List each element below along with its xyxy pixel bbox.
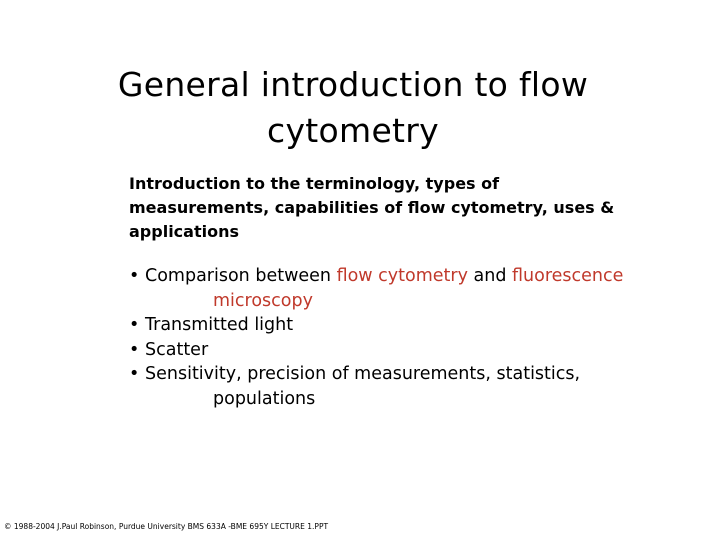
bullet-marker: •	[129, 339, 140, 360]
subtitle-line-2: measurements, capabilities of flow cytometry, uses &	[129, 198, 615, 217]
slide-title-line-2: cytometry	[267, 111, 439, 150]
bullet-marker: •	[129, 315, 140, 335]
bullet-text: Sensitivity, precision of measurements, statistics,	[145, 364, 581, 384]
bullet-item-transmitted-light	[129, 313, 709, 338]
bullet-list	[129, 264, 709, 411]
bullet-marker: •	[129, 266, 140, 286]
highlight-microscopy: microscopy	[213, 290, 313, 311]
subtitle-line-1: Introduction to the terminology, types of	[129, 174, 500, 193]
subtitle-line-3: applications	[129, 222, 239, 241]
slide-title	[0, 62, 706, 154]
bullet-text: Transmitted light	[145, 315, 294, 335]
bullet-marker: •	[129, 364, 140, 384]
bullet-item-scatter	[129, 338, 709, 363]
bullet-item-comparison	[129, 264, 709, 313]
bullet-item-sensitivity	[129, 362, 709, 411]
highlight-flow-cytometry: flow cytometry	[336, 266, 468, 286]
bullet-text: and	[467, 266, 513, 286]
slide-subtitle	[129, 172, 669, 244]
bullet-text: Comparison between	[145, 266, 337, 286]
highlight-fluorescence: fluorescence	[512, 266, 624, 286]
slide-title-line-1: General introduction to flow	[117, 65, 589, 104]
bullet-text-continued: populations	[213, 388, 316, 409]
bullet-text: Scatter	[145, 339, 209, 360]
slide-footer: © 1988-2004 J.Paul Robinson, Purdue University BMS 633A -BME 695Y LECTURE 1.PPT	[4, 522, 329, 531]
